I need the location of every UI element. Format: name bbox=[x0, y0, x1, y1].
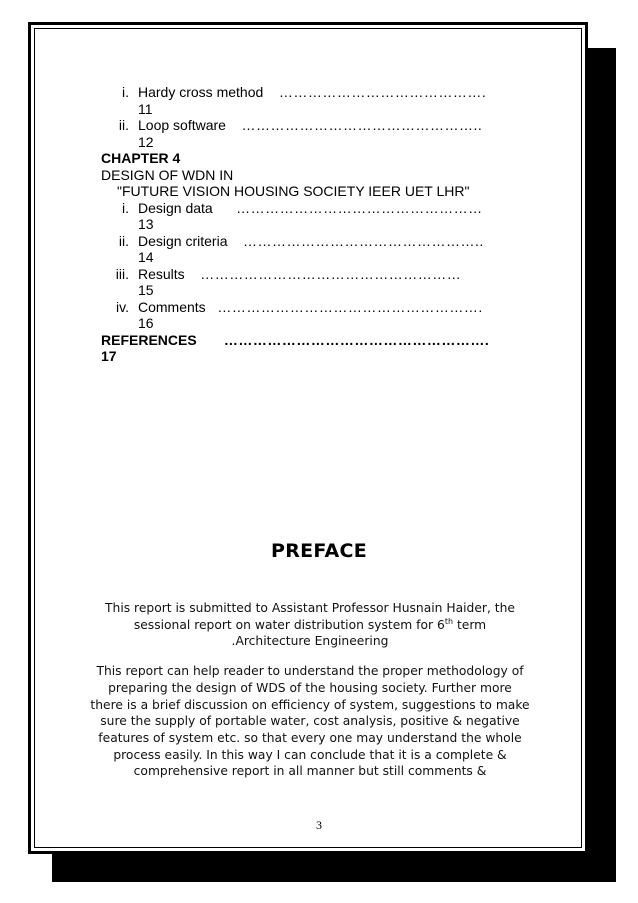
toc-dots: ………………………………………………. bbox=[217, 298, 483, 315]
toc-item-number: ii. bbox=[118, 117, 129, 133]
preface-paragraph-1 bbox=[90, 600, 530, 650]
toc-page-number: 17 bbox=[101, 348, 117, 364]
toc-item-label: Loop software bbox=[138, 117, 226, 133]
toc-dots: ……………………………………. bbox=[278, 84, 487, 100]
toc-dots: …………………………………………… bbox=[236, 199, 483, 216]
toc-dots: ………………………………………….. bbox=[241, 117, 483, 133]
toc-item-number: ii. bbox=[118, 232, 129, 249]
toc-item-number: i. bbox=[122, 199, 129, 216]
toc-page-number: 16 bbox=[138, 315, 154, 331]
toc-item-comments bbox=[101, 299, 521, 332]
preface-body bbox=[90, 600, 530, 780]
toc-item-number: i. bbox=[122, 84, 129, 100]
toc-item-number: iii. bbox=[115, 265, 129, 282]
preface-p1-superscript: th bbox=[444, 616, 454, 626]
toc-page-number: 11 bbox=[138, 100, 153, 117]
toc-dots: ………………………………………….. bbox=[243, 232, 484, 249]
design-title-line2: "FUTURE VISION HOUSING SOCIETY IEER UET LHR" bbox=[117, 183, 470, 199]
toc-page-number: 14 bbox=[138, 249, 154, 265]
preface-p1-end: term bbox=[453, 617, 487, 632]
toc-item-label: Design data bbox=[138, 199, 213, 216]
references-label: REFERENCES bbox=[101, 331, 197, 348]
chapter-heading: CHAPTER 4 bbox=[101, 150, 181, 166]
toc-dots: ……………………………………………… bbox=[200, 265, 462, 282]
toc-dots: ………………………………………………. bbox=[223, 331, 490, 348]
toc-item-label: Results bbox=[138, 265, 185, 282]
toc-references bbox=[101, 332, 521, 365]
toc-item-label: Design criteria bbox=[138, 232, 228, 249]
toc-item-design-data bbox=[101, 200, 521, 233]
design-title-line1: DESIGN OF WDN IN bbox=[101, 166, 234, 183]
table-of-contents bbox=[101, 84, 521, 365]
toc-item-number: iv. bbox=[116, 298, 129, 315]
toc-item-results bbox=[101, 266, 521, 299]
toc-item-hardy-cross bbox=[101, 84, 521, 117]
preface-title: PREFACE bbox=[270, 540, 368, 562]
toc-item-design-criteria bbox=[101, 233, 521, 266]
toc-item-label: Hardy cross method bbox=[138, 84, 264, 100]
preface-p1-line3: .Architecture Engineering bbox=[231, 634, 389, 649]
toc-item-loop-software bbox=[101, 117, 521, 150]
toc-page-number: 15 bbox=[138, 282, 154, 298]
toc-page-number: 13 bbox=[138, 216, 154, 232]
preface-p1-text: This report is submitted to Assistant Professor Husnain Haider, the sessional report on water distribution system for 6 bbox=[105, 601, 515, 632]
toc-page-number: 12 bbox=[138, 133, 154, 150]
toc-item-label: Comments bbox=[138, 298, 206, 315]
page-number: 3 bbox=[316, 818, 322, 832]
preface-paragraph-2: This report can help reader to understand the proper methodology of preparing the design of WDS of the housing society. Further more there is a brief discussion on efficiency of system, suggestions to make sure the supply of portable water, cost analysis, positive & negative features of system etc. so that every one may understand the whole process easily. In this way I can conclude that it is a complete & comprehensive report in all manner but still comments & bbox=[90, 664, 530, 779]
